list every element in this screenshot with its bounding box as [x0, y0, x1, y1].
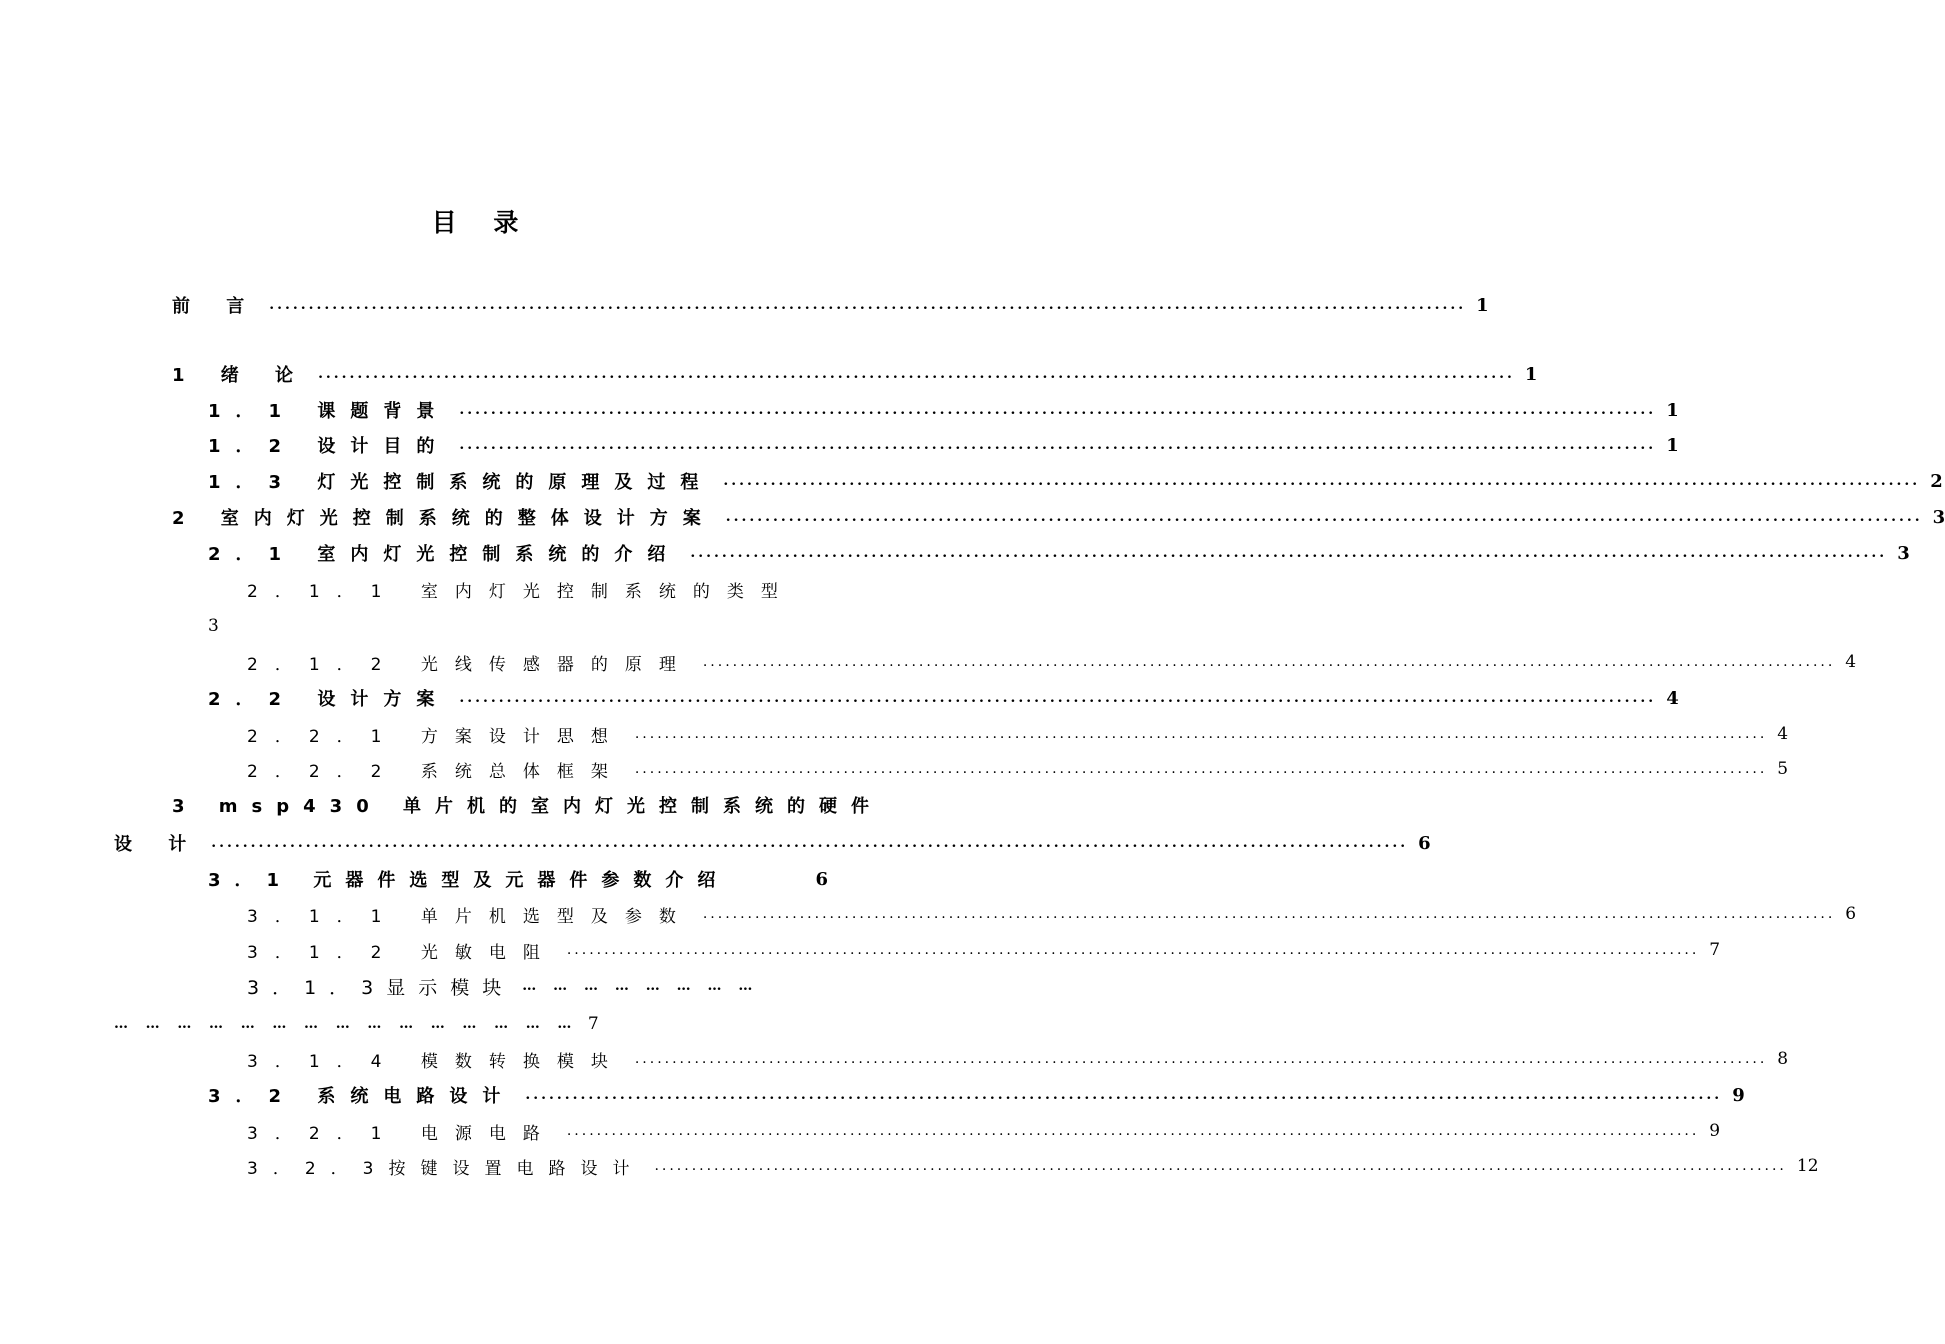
toc-entry-1-2[interactable]: [208, 431, 1679, 459]
toc-entry-ch3[interactable]: [172, 791, 883, 819]
toc-leader: ........................................................................................................................................................: [459, 437, 1657, 453]
toc-page: 1: [1476, 294, 1489, 316]
toc-label: 2．2 设计方案: [208, 689, 450, 710]
toc-page: 3: [1932, 506, 1945, 528]
toc-page: 9: [1732, 1084, 1745, 1106]
toc-leader: ........................................................................................................................................................: [566, 1123, 1700, 1139]
toc-entry-ch2[interactable]: [172, 503, 1945, 531]
toc-entry-1-3[interactable]: [208, 467, 1943, 495]
toc-page: 6: [1418, 832, 1431, 854]
toc-page: 8: [1777, 1049, 1789, 1069]
toc-entry-3-2-3[interactable]: [247, 1152, 1819, 1180]
toc-label: 2．2．2 系统总体框架: [247, 761, 625, 782]
toc-entry-2-1-1[interactable]: [247, 575, 828, 603]
toc-label: 3．1 元器件选型及元器件参数介绍: [208, 870, 730, 891]
toc-leader: … … … … … … … … … … … … … … …: [114, 1016, 578, 1032]
toc-page: 7: [587, 1014, 599, 1034]
toc-page: 7: [1709, 940, 1721, 960]
toc-entry-ch3-cont[interactable]: [114, 829, 1431, 857]
toc-entry-3-1-4[interactable]: [247, 1045, 1789, 1073]
toc-page: 1: [1666, 434, 1679, 456]
toc-leader: ........................................................................................................................................................: [702, 654, 1836, 670]
toc-page: 4: [1845, 652, 1857, 672]
toc-leader: ........................................................................................................................................................: [634, 761, 1768, 777]
toc-entry-3-2[interactable]: [208, 1081, 1745, 1109]
toc-leader: ........................................................................................................................................................: [654, 1158, 1787, 1174]
toc-entry-3-2-1[interactable]: [247, 1117, 1721, 1145]
toc-label: 3．1．4 模数转换模块: [247, 1051, 625, 1072]
toc-leader: ........................................................................................................................................................: [702, 906, 1836, 922]
toc-page: 6: [815, 868, 828, 890]
toc-label: 1．2 设计目的: [208, 436, 450, 457]
toc-page: 1: [1524, 363, 1538, 385]
toc-entry-3-1-1[interactable]: [247, 900, 1857, 928]
toc-page: 9: [1709, 1121, 1721, 1141]
toc-entry-3-1-3[interactable]: [247, 972, 828, 1000]
toc-leader: ........................................................................................................................................................: [459, 402, 1657, 418]
toc-label: 1 绪 论: [172, 365, 309, 386]
toc-entry-3-1-2[interactable]: [247, 936, 1721, 964]
toc-entry-3-1-3-cont[interactable]: [114, 1010, 828, 1038]
toc-label: 3．1．3显示模块: [247, 976, 515, 999]
toc-entry-2-1-2[interactable]: [247, 648, 1857, 676]
toc-label: 3．1．2 光敏电阻: [247, 942, 557, 963]
toc-page: 1: [1666, 399, 1679, 421]
toc-leader: ........................................................................................................................................................: [269, 297, 1467, 313]
toc-page: 12: [1796, 1156, 1819, 1176]
toc-page: 3: [1897, 542, 1910, 564]
toc-label: 2．1．1 室内灯光控制系统的类型: [247, 581, 795, 602]
toc-label: 2．1 室内灯光控制系统的介绍: [208, 544, 681, 565]
toc-label: 3．1．1 单片机选型及参数: [247, 906, 693, 927]
toc-label: 3．2 系统电路设计: [208, 1086, 516, 1107]
toc-leader: ........................................................................................................................................................: [211, 835, 1409, 851]
toc-leader: ........................................................................................................................................................: [723, 473, 1921, 489]
toc-entry-preface[interactable]: [172, 291, 1489, 319]
toc-entry-3-1[interactable]: [208, 865, 828, 893]
toc-entry-1-1[interactable]: [208, 396, 1679, 424]
toc-leader: ........................................................................................................................................................: [634, 1051, 1768, 1067]
toc-page: 4: [1666, 687, 1679, 709]
toc-label: 3．2．1 电源电路: [247, 1123, 557, 1144]
toc-entry-2-2-1[interactable]: [247, 720, 1789, 748]
toc-leader: ........................................................................................................................................................: [459, 690, 1657, 706]
toc-leader: ........................................................................................................................................................: [634, 726, 1768, 742]
page-title: 目 录: [431, 208, 533, 237]
toc-label: 3 msp430 单片机的室内灯光控制系统的硬件: [172, 796, 883, 817]
toc-leader: ........................................................................................................................................................: [690, 545, 1888, 561]
toc-page: 6: [1845, 904, 1857, 924]
toc-leader: ........................................................................................................................................................: [725, 509, 1923, 525]
toc-leader: … … … … … … … …: [522, 978, 759, 994]
toc-leader: ........................................................................................................................................................: [525, 1087, 1723, 1103]
toc-label: 1．1 课题背景: [208, 401, 450, 422]
toc-label: 1．3 灯光控制系统的原理及过程: [208, 472, 714, 493]
toc-entry-2-1[interactable]: [208, 539, 1910, 567]
toc-leader: ........................................................................................................................................................: [566, 942, 1700, 958]
toc-page: 2: [1930, 470, 1943, 492]
toc-leader: ........................................................................................................................................................: [318, 366, 1515, 382]
toc-label: 2．1．2 光线传感器的原理: [247, 654, 693, 675]
toc-label: 3．2．3按键设置电路设计: [247, 1158, 645, 1179]
toc-page: 4: [1777, 724, 1789, 744]
toc-entry-2-2[interactable]: [208, 684, 1679, 712]
toc-label: 2．2．1 方案设计思想: [247, 726, 625, 747]
toc-page: 3: [208, 616, 219, 636]
toc-label: 前 言: [172, 296, 260, 317]
toc-entry-2-2-2[interactable]: [247, 755, 1789, 783]
toc-entry-ch1[interactable]: [172, 360, 1538, 388]
toc-page: 5: [1777, 759, 1789, 779]
toc-label-cont: 设 计: [114, 834, 202, 855]
toc-label: 2 室内灯光控制系统的整体设计方案: [172, 508, 716, 529]
